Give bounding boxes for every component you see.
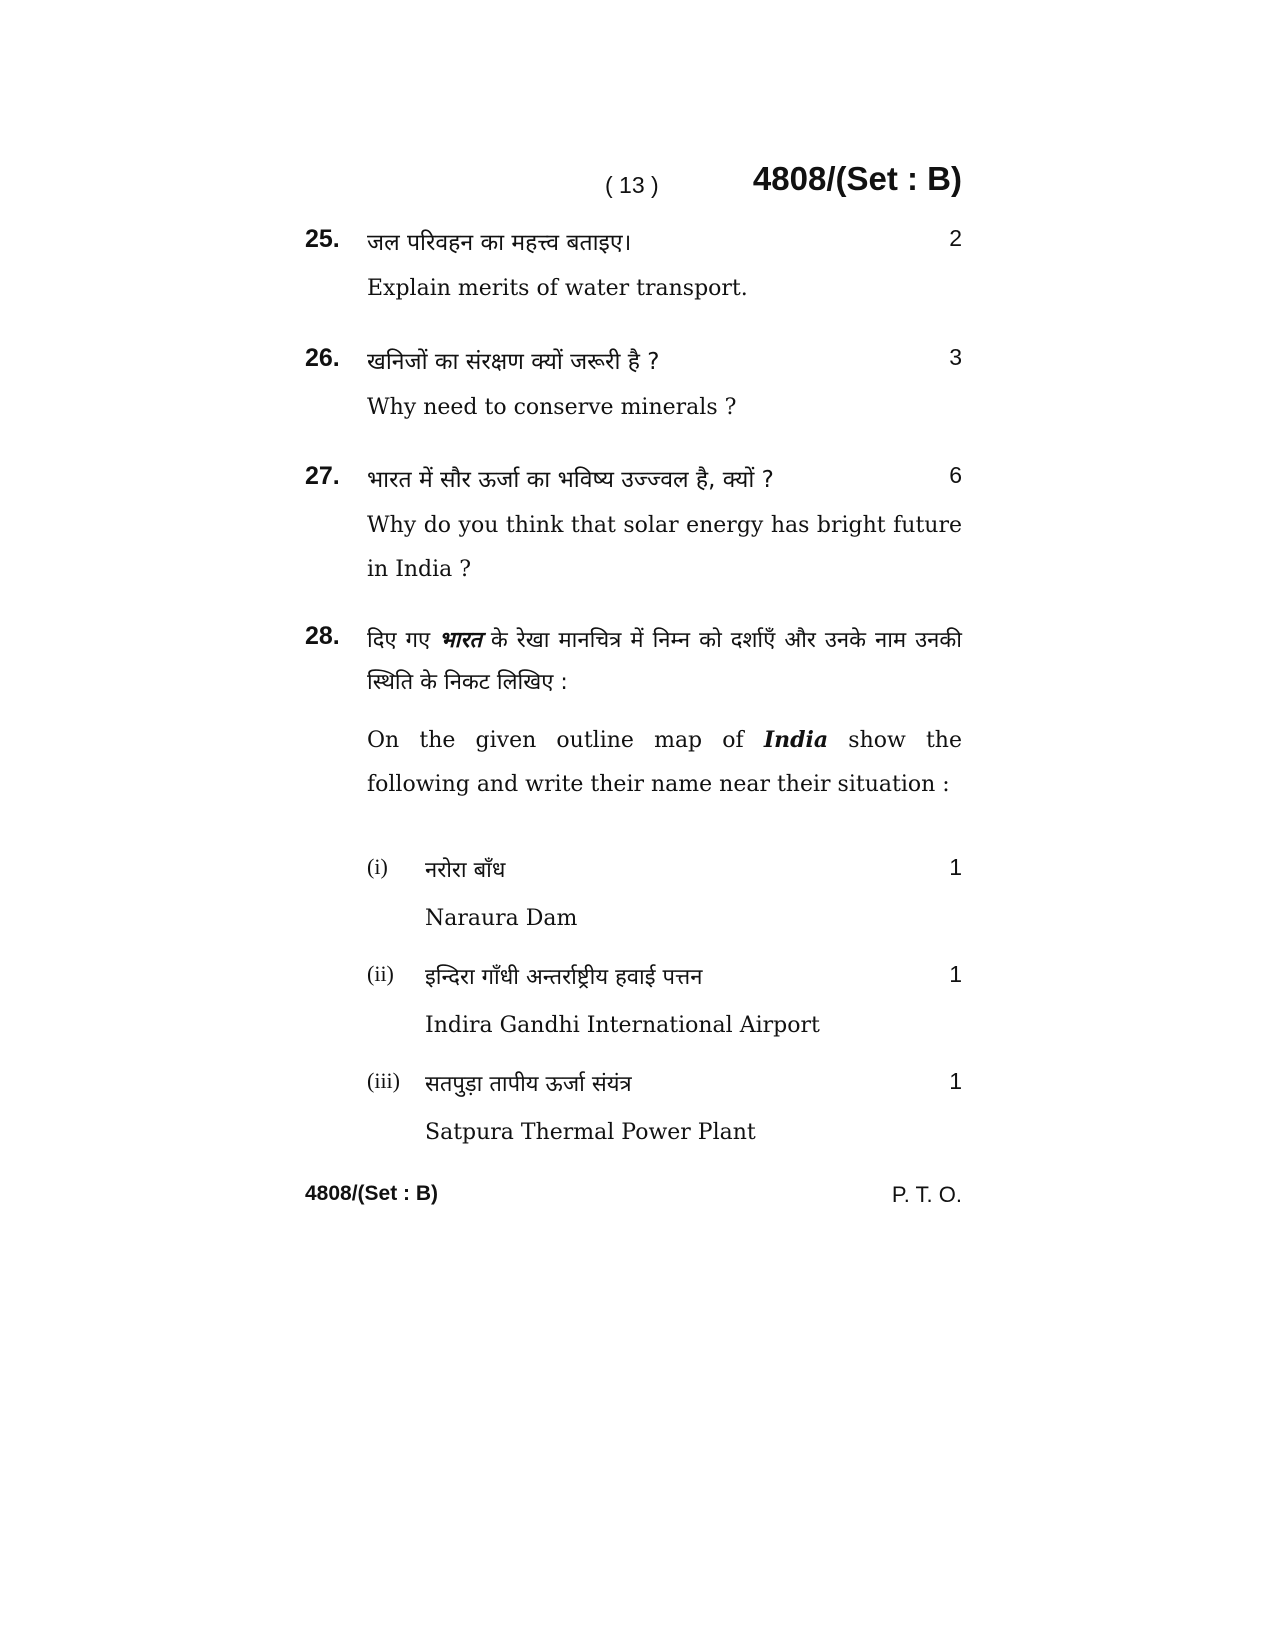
sub-item-marks: 1 <box>949 854 962 880</box>
english-text-part: show the following and write their name near their situation : <box>367 728 962 797</box>
sub-item-text-hindi: इन्दिरा गाँधी अन्तर्राष्ट्रीय हवाई पत्तन <box>425 965 703 990</box>
sub-item-marks: 1 <box>949 1068 962 1094</box>
page-number: ( 13 ) <box>605 172 659 198</box>
question-25 <box>305 225 962 315</box>
exam-page <box>305 0 962 1651</box>
page-footer <box>305 1182 962 1212</box>
paper-code-header: 4808/(Set : B) <box>752 160 962 197</box>
question-marks: 2 <box>949 225 962 251</box>
question-text-english <box>367 718 962 807</box>
paper-code-footer: 4808/(Set : B) <box>305 1182 439 1205</box>
sub-item-label: (ii) <box>367 961 394 986</box>
question-26 <box>305 344 962 434</box>
english-emphasis-india: India <box>763 727 829 753</box>
sub-item-text-hindi: नरोरा बाँध <box>425 858 506 883</box>
question-marks: 3 <box>949 344 962 370</box>
question-28 <box>305 620 962 1160</box>
sub-item-text-english: Indira Gandhi International Airport <box>425 1013 820 1038</box>
sub-item-iii <box>367 1068 962 1148</box>
question-number: 27. <box>305 462 340 490</box>
pto-label: P. T. O. <box>891 1182 962 1207</box>
question-number: 26. <box>305 344 340 372</box>
question-number: 25. <box>305 225 340 253</box>
english-text-part: On the given outline map of <box>367 728 744 753</box>
question-text-hindi: जल परिवहन का महत्त्व बताइए। <box>367 230 632 256</box>
sub-item-label: (i) <box>367 854 388 879</box>
question-text-english: Explain merits of water transport. <box>367 276 748 301</box>
sub-item-label: (iii) <box>367 1068 400 1093</box>
question-text-hindi <box>367 620 962 704</box>
question-text-hindi: खनिजों का संरक्षण क्यों जरूरी है ? <box>367 349 660 375</box>
question-marks: 6 <box>949 462 962 488</box>
page-header <box>305 160 962 210</box>
sub-item-i <box>367 854 962 934</box>
question-text-english: Why need to conserve minerals ? <box>367 395 737 420</box>
sub-item-marks: 1 <box>949 961 962 987</box>
sub-item-text-english: Naraura Dam <box>425 906 578 931</box>
sub-item-ii <box>367 961 962 1041</box>
sub-item-text-hindi: सतपुड़ा तापीय ऊर्जा संयंत्र <box>425 1072 632 1097</box>
question-27 <box>305 462 962 602</box>
question-text-english: Why do you think that solar energy has bright future in India ? <box>367 513 962 582</box>
hindi-emphasis-india: भारत <box>439 628 482 653</box>
sub-item-text-english: Satpura Thermal Power Plant <box>425 1120 756 1145</box>
question-number: 28. <box>305 622 340 650</box>
question-text-hindi: भारत में सौर ऊर्जा का भविष्य उज्ज्वल है, क्यों ? <box>367 467 774 493</box>
hindi-text-part: के रेखा मानचित्र में निम्न को दर्शाएँ और उनके नाम उनकी स्थिति के निकट लिखिए : <box>367 628 962 695</box>
hindi-text-part: दिए गए <box>367 628 431 653</box>
